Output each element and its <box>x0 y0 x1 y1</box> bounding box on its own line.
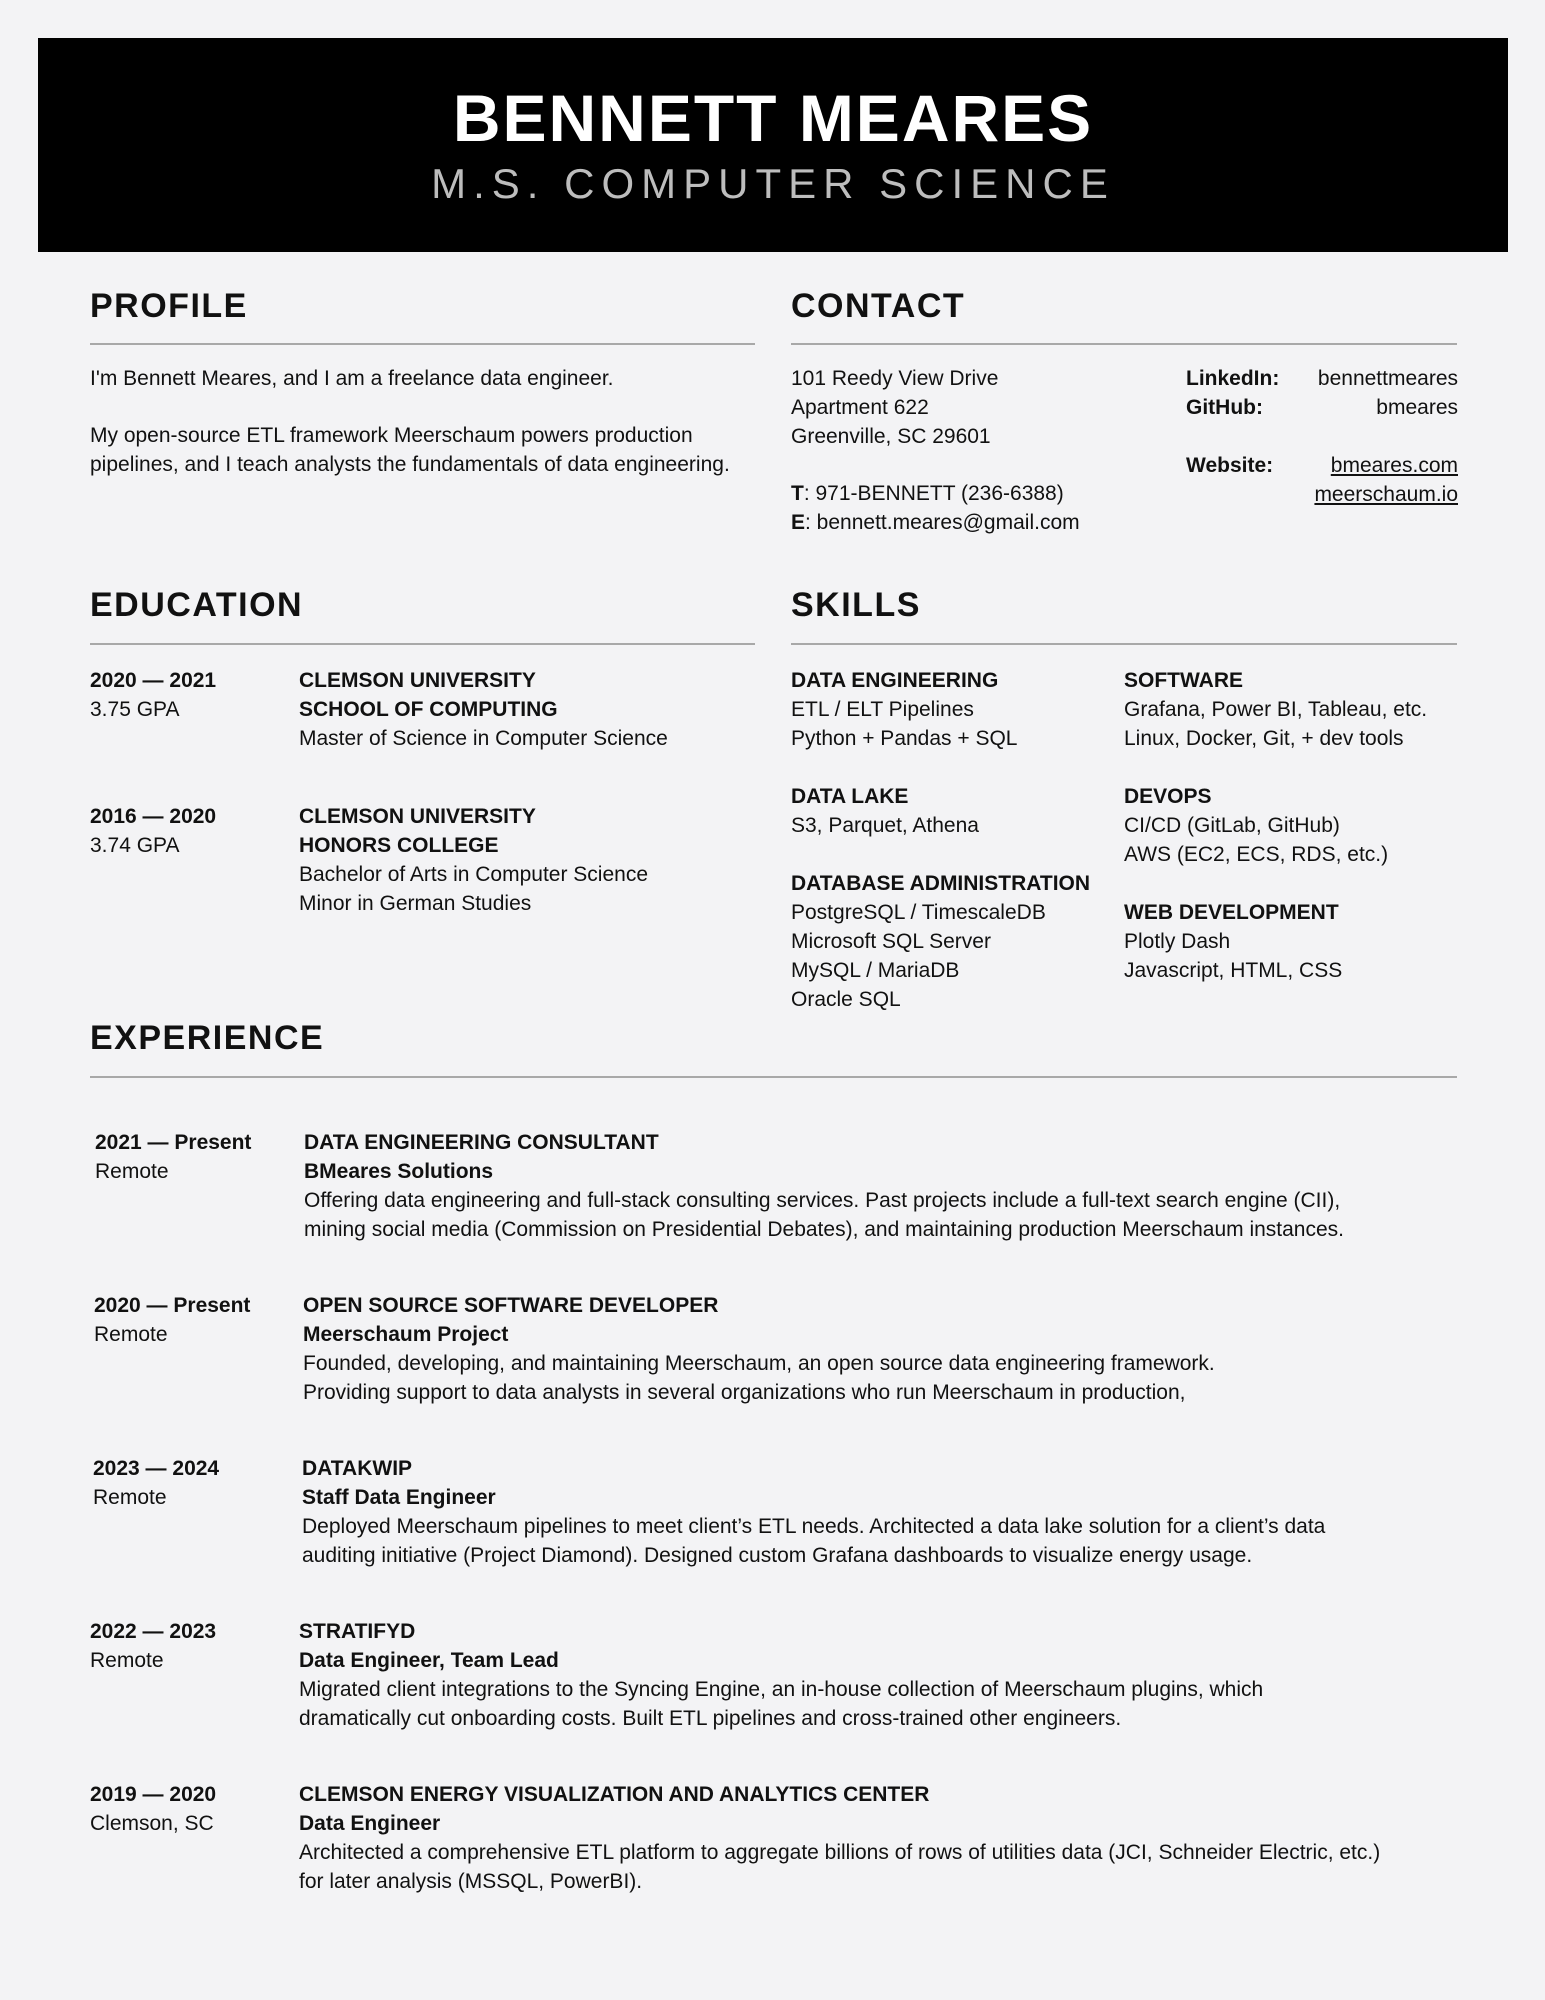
job-location: Clemson, SC <box>90 1812 214 1835</box>
skills-column-left <box>791 666 1121 1043</box>
email-address: : bennett.meares@gmail.com <box>805 511 1080 534</box>
skill-group-name: SOFTWARE <box>1124 669 1243 692</box>
date-range: 2022 — 2023 <box>90 1620 217 1643</box>
email-label: E <box>791 511 806 534</box>
profile-paragraph: My open-source ETL framework Meerschaum powers production pipelines, and I teach analysts the fundamentals of data engineering. <box>90 424 730 476</box>
profile-heading: PROFILE <box>90 287 248 325</box>
education-heading: EDUCATION <box>90 586 304 624</box>
gpa: 3.75 GPA <box>90 698 180 721</box>
job-description-line: Providing support to data analysts in several organizations who run Meerschaum in production, <box>303 1381 1186 1404</box>
job-location: Remote <box>94 1323 168 1346</box>
job-title: STRATIFYD <box>299 1620 416 1643</box>
phone-number: : 971-BENNETT (236-6388) <box>803 482 1064 505</box>
contact-heading: CONTACT <box>791 287 966 325</box>
experience-detail <box>299 1780 1449 1896</box>
skill-item: PostgreSQL / TimescaleDB <box>791 901 1046 924</box>
degree-subtitle: M.S. COMPUTER SCIENCE <box>431 160 1115 207</box>
website-link[interactable]: meerschaum.io <box>1314 483 1458 506</box>
degree-line: Minor in German Studies <box>299 892 532 915</box>
email-line <box>791 508 1191 537</box>
skill-group-name: DATABASE ADMINISTRATION <box>791 872 1091 895</box>
school-name: CLEMSON UNIVERSITY <box>299 669 536 692</box>
experience-dates <box>95 1128 305 1186</box>
job-location: Remote <box>93 1486 167 1509</box>
skill-group-name: DATA LAKE <box>791 785 909 808</box>
organization: Meerschaum Project <box>303 1323 509 1346</box>
profile-text <box>90 364 750 507</box>
date-range: 2016 — 2020 <box>90 805 217 828</box>
degree-line: Bachelor of Arts in Computer Science <box>299 863 649 886</box>
job-title: DATAKWIP <box>302 1457 413 1480</box>
education-detail <box>299 802 769 918</box>
skill-item: ETL / ELT Pipelines <box>791 698 974 721</box>
github-row <box>1150 393 1458 422</box>
education-divider <box>90 643 755 645</box>
skill-group-name: WEB DEVELOPMENT <box>1124 901 1339 924</box>
skill-item: Javascript, HTML, CSS <box>1124 959 1343 982</box>
address-line: 101 Reedy View Drive <box>791 367 999 390</box>
job-description-line: Migrated client integrations to the Syncing Engine, an in-house collection of Meerschaum plugins, which <box>299 1678 1264 1701</box>
college-name: HONORS COLLEGE <box>299 834 499 857</box>
organization: Data Engineer <box>299 1812 441 1835</box>
job-description-line: Architected a comprehensive ETL platform to aggregate billions of rows of utilities data (JCI, Schneider Electric, etc.) <box>299 1841 1381 1864</box>
organization: Data Engineer, Team Lead <box>299 1649 559 1672</box>
experience-detail <box>299 1617 1449 1733</box>
experience-divider <box>90 1076 1457 1078</box>
website-link[interactable]: bmeares.com <box>1330 454 1458 477</box>
skills-heading: SKILLS <box>791 586 921 624</box>
job-description-line: Deployed Meerschaum pipelines to meet client’s ETL needs. Architected a data lake solution for a client’s data <box>302 1515 1326 1538</box>
job-description-line: Founded, developing, and maintaining Meerschaum, an open source data engineering framework. <box>303 1352 1215 1375</box>
experience-dates <box>93 1454 303 1512</box>
linkedin-handle: bennettmeares <box>1317 367 1458 390</box>
resume-header <box>38 38 1508 252</box>
linkedin-label: LinkedIn: <box>1186 367 1280 390</box>
skill-group <box>791 666 1121 753</box>
contact-divider <box>791 343 1457 345</box>
experience-detail <box>302 1454 1452 1570</box>
skills-column-right <box>1124 666 1454 1014</box>
website-row <box>1150 480 1458 509</box>
full-name: BENNETT MEARES <box>452 81 1094 155</box>
job-title: DATA ENGINEERING CONSULTANT <box>304 1131 659 1154</box>
skill-item: Python + Pandas + SQL <box>791 727 1018 750</box>
skill-item: MySQL / MariaDB <box>791 959 960 982</box>
profile-paragraph: I'm Bennett Meares, and I am a freelance data engineer. <box>90 367 614 390</box>
job-location: Remote <box>95 1160 169 1183</box>
date-range: 2021 — Present <box>95 1131 252 1154</box>
date-range: 2023 — 2024 <box>93 1457 220 1480</box>
skill-group <box>1124 666 1454 753</box>
experience-dates <box>90 1617 300 1675</box>
github-handle: bmeares <box>1376 396 1458 419</box>
skill-item: Oracle SQL <box>791 988 901 1011</box>
address-line: Apartment 622 <box>791 396 929 419</box>
phone-label: T <box>791 482 804 505</box>
experience-heading: EXPERIENCE <box>90 1019 325 1057</box>
skill-item: S3, Parquet, Athena <box>791 814 979 837</box>
school-name: CLEMSON UNIVERSITY <box>299 805 536 828</box>
date-range: 2019 — 2020 <box>90 1783 217 1806</box>
phone-line <box>791 479 1191 508</box>
skill-group <box>1124 782 1454 869</box>
job-description-line: auditing initiative (Project Diamond). Designed custom Grafana dashboards to visualize energy usage. <box>302 1544 1253 1567</box>
job-title: CLEMSON ENERGY VISUALIZATION AND ANALYTICS CENTER <box>299 1783 930 1806</box>
gpa: 3.74 GPA <box>90 834 180 857</box>
date-range: 2020 — 2021 <box>90 669 217 692</box>
linkedin-row <box>1150 364 1458 393</box>
skill-item: Plotly Dash <box>1124 930 1231 953</box>
college-name: SCHOOL OF COMPUTING <box>299 698 558 721</box>
education-detail <box>299 666 769 753</box>
date-range: 2020 — Present <box>94 1294 251 1317</box>
skill-group <box>791 782 1121 840</box>
skill-group-name: DEVOPS <box>1124 785 1212 808</box>
experience-detail <box>304 1128 1454 1244</box>
skill-item: CI/CD (GitLab, GitHub) <box>1124 814 1340 837</box>
skill-item: Microsoft SQL Server <box>791 930 991 953</box>
degree-line: Master of Science in Computer Science <box>299 727 668 750</box>
job-location: Remote <box>90 1649 164 1672</box>
experience-dates <box>94 1291 304 1349</box>
experience-detail <box>303 1291 1453 1407</box>
mailing-address <box>791 364 1151 451</box>
job-description-line: mining social media (Commission on Presidential Debates), and maintaining production Meerschaum instances. <box>304 1218 1345 1241</box>
skill-item: Grafana, Power BI, Tableau, etc. <box>1124 698 1428 721</box>
job-title: OPEN SOURCE SOFTWARE DEVELOPER <box>303 1294 719 1317</box>
skill-item: AWS (EC2, ECS, RDS, etc.) <box>1124 843 1389 866</box>
skill-item: Linux, Docker, Git, + dev tools <box>1124 727 1404 750</box>
address-line: Greenville, SC 29601 <box>791 425 991 448</box>
experience-dates <box>90 1780 300 1838</box>
profile-divider <box>90 343 755 345</box>
skill-group <box>1124 898 1454 985</box>
organization: BMeares Solutions <box>304 1160 494 1183</box>
website-row <box>1150 451 1458 480</box>
organization: Staff Data Engineer <box>302 1486 496 1509</box>
job-description-line: Offering data engineering and full-stack consulting services. Past projects include a full-text search engine (CII), <box>304 1189 1341 1212</box>
skills-divider <box>791 643 1457 645</box>
education-dates <box>90 666 290 724</box>
job-description-line: for later analysis (MSSQL, PowerBI). <box>299 1870 643 1893</box>
website-label: Website: <box>1186 454 1274 477</box>
education-dates <box>90 802 290 860</box>
phone-email <box>791 479 1191 537</box>
skill-group <box>791 869 1121 1014</box>
github-label: GitHub: <box>1186 396 1263 419</box>
job-description-line: dramatically cut onboarding costs. Built ETL pipelines and cross-trained other engineers. <box>299 1707 1122 1730</box>
skill-group-name: DATA ENGINEERING <box>791 669 999 692</box>
social-links <box>1150 364 1458 509</box>
